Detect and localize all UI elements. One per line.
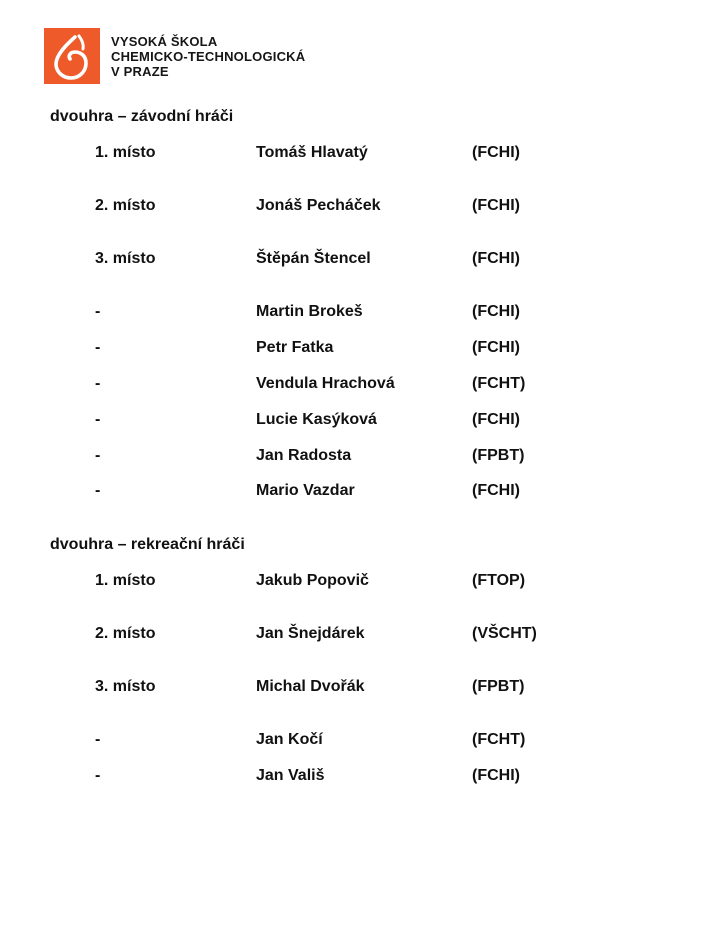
place-label: 2. místo [95, 625, 156, 642]
player-name: Vendula Hrachová [256, 375, 395, 392]
faculty-label: (VŠCHT) [472, 625, 537, 642]
player-name: Michal Dvořák [256, 678, 365, 695]
result-row [0, 731, 705, 753]
school-name-line-3: V PRAZE [111, 64, 169, 79]
result-row [0, 303, 705, 325]
faculty-label: (FCHI) [472, 339, 520, 356]
faculty-label: (FCHT) [472, 375, 526, 392]
result-row [0, 339, 705, 361]
faculty-label: (FCHI) [472, 144, 520, 161]
faculty-label: (FCHI) [472, 482, 520, 499]
place-label: - [95, 731, 101, 748]
result-row [0, 767, 705, 789]
faculty-label: (FCHI) [472, 411, 520, 428]
player-name: Štěpán Štencel [256, 250, 371, 267]
result-row [0, 482, 705, 504]
faculty-label: (FCHI) [472, 250, 520, 267]
faculty-label: (FCHI) [472, 197, 520, 214]
player-name: Martin Brokeš [256, 303, 363, 320]
place-label: 1. místo [95, 144, 156, 161]
player-name: Jan Šnejdárek [256, 625, 365, 642]
result-row [0, 375, 705, 397]
result-row [0, 144, 705, 166]
place-label: - [95, 447, 101, 464]
player-name: Lucie Kasýková [256, 411, 377, 428]
vscht-logo [44, 28, 100, 84]
player-name: Tomáš Hlavatý [256, 144, 368, 161]
faculty-label: (FPBT) [472, 447, 525, 464]
player-name: Jan Radosta [256, 447, 352, 464]
section-title-competitive: dvouhra – závodní hráči [50, 108, 234, 125]
faculty-label: (FCHT) [472, 731, 526, 748]
result-row [0, 411, 705, 433]
faculty-label: (FTOP) [472, 572, 526, 589]
faculty-label: (FPBT) [472, 678, 525, 695]
place-label: 3. místo [95, 678, 156, 695]
result-row [0, 197, 705, 219]
faculty-label: (FCHI) [472, 767, 520, 784]
result-row [0, 447, 705, 469]
place-label: - [95, 482, 101, 499]
result-row [0, 250, 705, 272]
school-name-line-1: VYSOKÁ ŠKOLA [111, 34, 218, 49]
result-row [0, 678, 705, 700]
place-label: - [95, 767, 101, 784]
place-label: 1. místo [95, 572, 156, 589]
section-title-recreational: dvouhra – rekreační hráči [50, 536, 245, 553]
player-name: Jonáš Pecháček [256, 197, 381, 214]
player-name: Mario Vazdar [256, 482, 355, 499]
place-label: 2. místo [95, 197, 156, 214]
place-label: 3. místo [95, 250, 156, 267]
place-label: - [95, 339, 101, 356]
player-name: Jan Vališ [256, 767, 325, 784]
vscht-flame-logo-icon [44, 28, 100, 84]
place-label: - [95, 375, 101, 392]
school-name-line-2: CHEMICKO-TECHNOLOGICKÁ [111, 49, 306, 64]
player-name: Petr Fatka [256, 339, 334, 356]
player-name: Jakub Popovič [256, 572, 369, 589]
faculty-label: (FCHI) [472, 303, 520, 320]
school-name [111, 34, 305, 79]
place-label: - [95, 303, 101, 320]
place-label: - [95, 411, 101, 428]
result-row [0, 572, 705, 594]
result-row [0, 625, 705, 647]
player-name: Jan Kočí [256, 731, 323, 748]
